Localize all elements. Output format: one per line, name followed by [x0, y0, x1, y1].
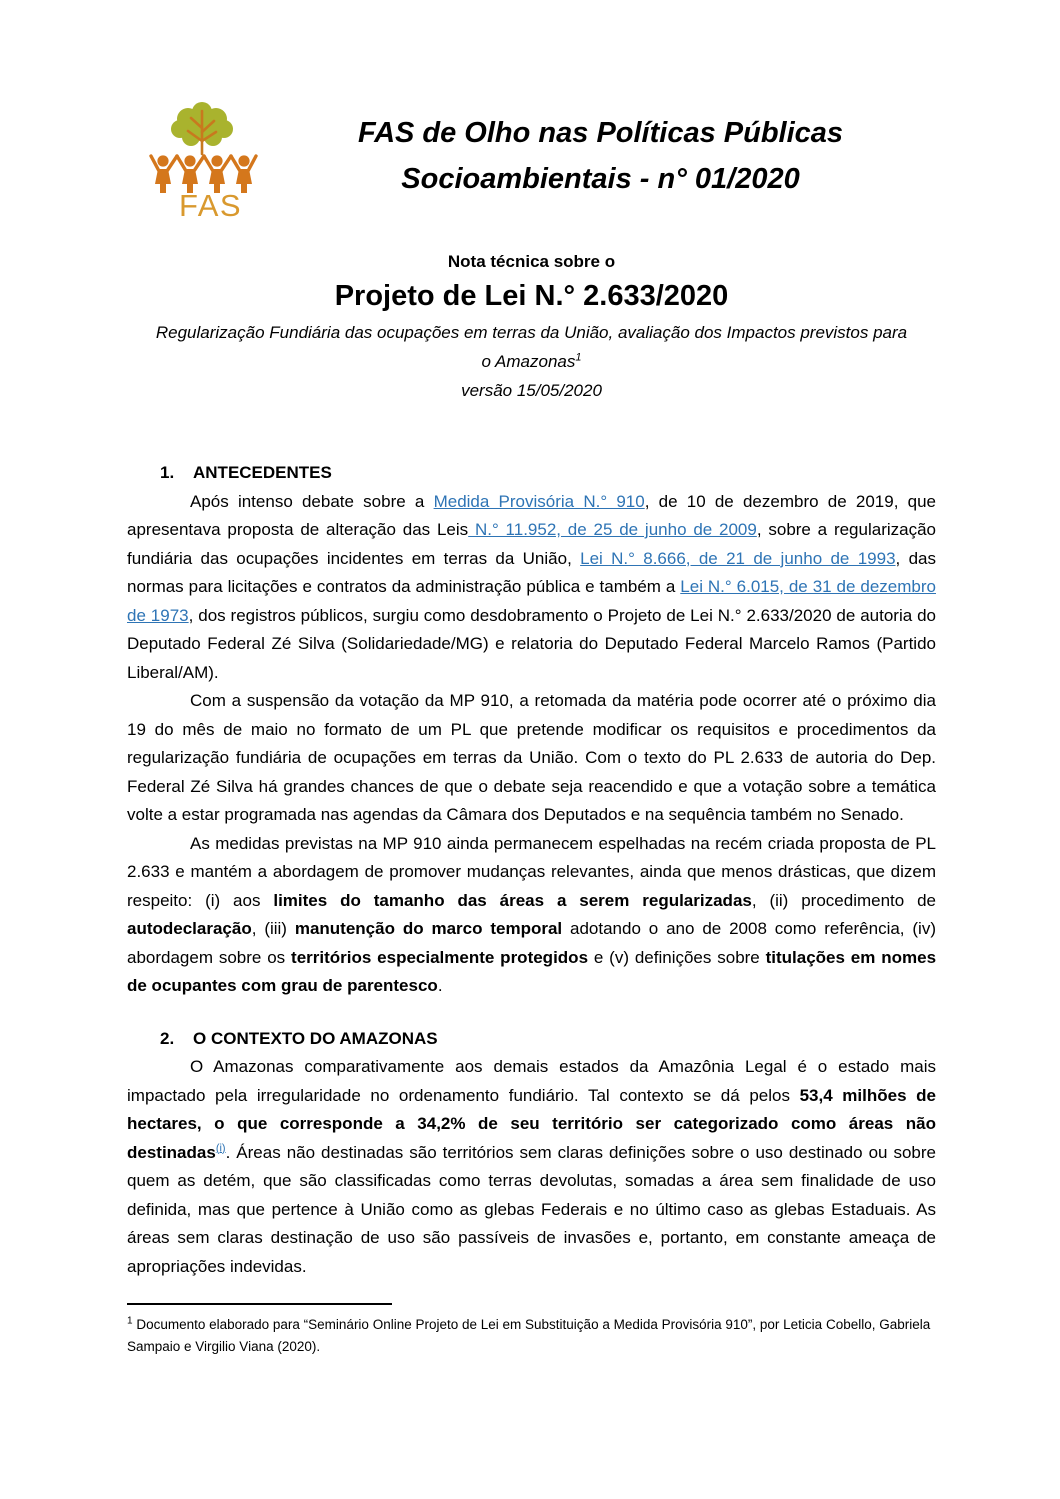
- text-run: e (v) definições sobre: [588, 947, 766, 967]
- footnote-body: Documento elaborado para “Seminário Online Projeto de Lei em Substituição a Medida Provisória 910”, por Leticia Cobello, Gabriela Sampaio e Virgilio Viana (2020).: [127, 1317, 931, 1354]
- newsletter-title-line1: FAS de Olho nas Políticas Públicas: [357, 117, 844, 149]
- footnote-number: 1: [127, 1315, 133, 1327]
- text-run: , sobre a regularização fundiária das ocupações incidentes em terras da União,: [127, 520, 936, 568]
- bold-run: limites do tamanho das áreas a serem regularizadas: [273, 890, 752, 910]
- bold-run: manutenção do marco temporal: [294, 919, 563, 938]
- text-run: , de 10 de dezembro de 2019, que apresentava proposta de alteração das Leis: [127, 491, 936, 539]
- text-run: , (iii): [251, 919, 295, 938]
- text-run: Com a suspensão da votação da MP 910, a retomada da matéria pode ocorrer até o próximo dia 19 do mês de maio no formato de um PL que pretende modificar os requisitos e procedimentos da regularização fundiária de ocupações em terras da União. Com o texto do PL 2.633 de autoria do Dep. Federal Zé Silva há grandes chances de que o debate seja reacendido e que a votação sobre a temática volte a estar programada nas agendas da Câmara dos Deputados e na sequência também no Senado.: [127, 691, 936, 824]
- text-run: , (ii) procedimento de: [751, 890, 937, 910]
- footnote-text: [127, 1314, 936, 1358]
- paragraph: [127, 1053, 936, 1281]
- document-header: [127, 98, 936, 220]
- section-1-number: 1.: [160, 463, 175, 482]
- bold-run: autodeclaração: [127, 919, 252, 938]
- text-run: .: [437, 976, 443, 995]
- section-2-number: 2.: [160, 1028, 175, 1048]
- text-run: , dos registros públicos, surgiu como desdobramento o Projeto de Lei N.° 2.633/2020 de autoria do Deputado Federal Zé Silva (Solidariedade/MG) e relatoria do Deputado Federal Marcelo Ramos (Partido Liberal/AM).: [127, 605, 936, 682]
- bold-run: titulações em nomes de ocupantes com grau de parentesco: [127, 947, 937, 995]
- fas-logo-label: FAS: [179, 188, 243, 220]
- section-2-heading: [160, 1025, 936, 1054]
- bold-run: territórios especialmente protegidos: [291, 947, 589, 967]
- doc-link[interactable]: Lei N.° 6.015, de 31 de dezembro de 1973: [127, 577, 936, 625]
- text-run: , das normas para licitações e contratos da administração pública e também a: [127, 548, 936, 596]
- paragraph: [127, 488, 936, 688]
- footnote-ref-link[interactable]: (i): [215, 1141, 226, 1154]
- fas-logo-graphic: [143, 98, 265, 220]
- doc-title: Projeto de Lei N.° 2.633/2020: [334, 280, 729, 312]
- section-2-title: O CONTEXTO DO AMAZONAS: [193, 1028, 438, 1048]
- paragraph: [127, 687, 936, 830]
- text-run: . Áreas não destinadas são territórios sem claras definições sobre o uso destinado ou sobre quem as detém, que são classificadas como terras devolutas, somadas a área sem finalidade de uso definida, mas que pertence à União como as glebas Federais e no último caso as glebas Estaduais. As áreas sem claras destinação de uso são passíveis de invasões e, portanto, em constante ameaça de apropriações indevidas.: [127, 1142, 936, 1276]
- footnote-ref-1: 1: [575, 351, 582, 364]
- doc-subtitle-text: Regularização Fundiária das ocupações em terras da União, avaliação dos Impactos previstos para o Amazonas: [155, 323, 908, 371]
- fas-logo: [143, 98, 265, 220]
- text-run: Após intenso debate sobre a: [190, 491, 434, 511]
- version-text: versão 15/05/2020: [461, 381, 602, 400]
- text-run: adotando o ano de 2008 como referência, (iv) abordagem sobre os: [127, 919, 936, 967]
- bold-run: 53,4 milhões de hectares, o que corresponde a 34,2% de seu território ser categorizado como áreas não destinadas: [127, 1085, 936, 1162]
- doc-link[interactable]: N.° 11.952, de 25 de junho de 2009: [468, 520, 757, 539]
- footnote-ref-link-wrap: [216, 1142, 226, 1154]
- section-1-heading: [160, 459, 936, 488]
- doc-subtitle: [152, 318, 912, 376]
- note-kicker: Nota técnica sobre o: [447, 252, 616, 271]
- paragraph: [127, 830, 936, 1001]
- section-1-title: ANTECEDENTES: [193, 463, 332, 482]
- text-run: O Amazonas comparativamente aos demais estados da Amazônia Legal é o estado mais impactado pela irregularidade no ordenamento fundiário. Tal contexto se dá pelos: [127, 1057, 936, 1105]
- doc-link[interactable]: Medida Provisória N.° 910: [433, 491, 645, 511]
- doc-link[interactable]: Lei N.° 8.666, de 21 de junho de 1993: [580, 548, 896, 568]
- newsletter-title: [265, 98, 936, 202]
- newsletter-title-line2: Socioambientais - n° 01/2020: [401, 163, 800, 195]
- note-title-block: [127, 250, 936, 405]
- footnote-separator: [127, 1303, 392, 1305]
- text-run: As medidas previstas na MP 910 ainda permanecem espelhadas na recém criada proposta de PL 2.633 e mantém a abordagem de promover mudanças relevantes, ainda que menos drásticas, que dizem respeito: (i) aos: [127, 833, 936, 910]
